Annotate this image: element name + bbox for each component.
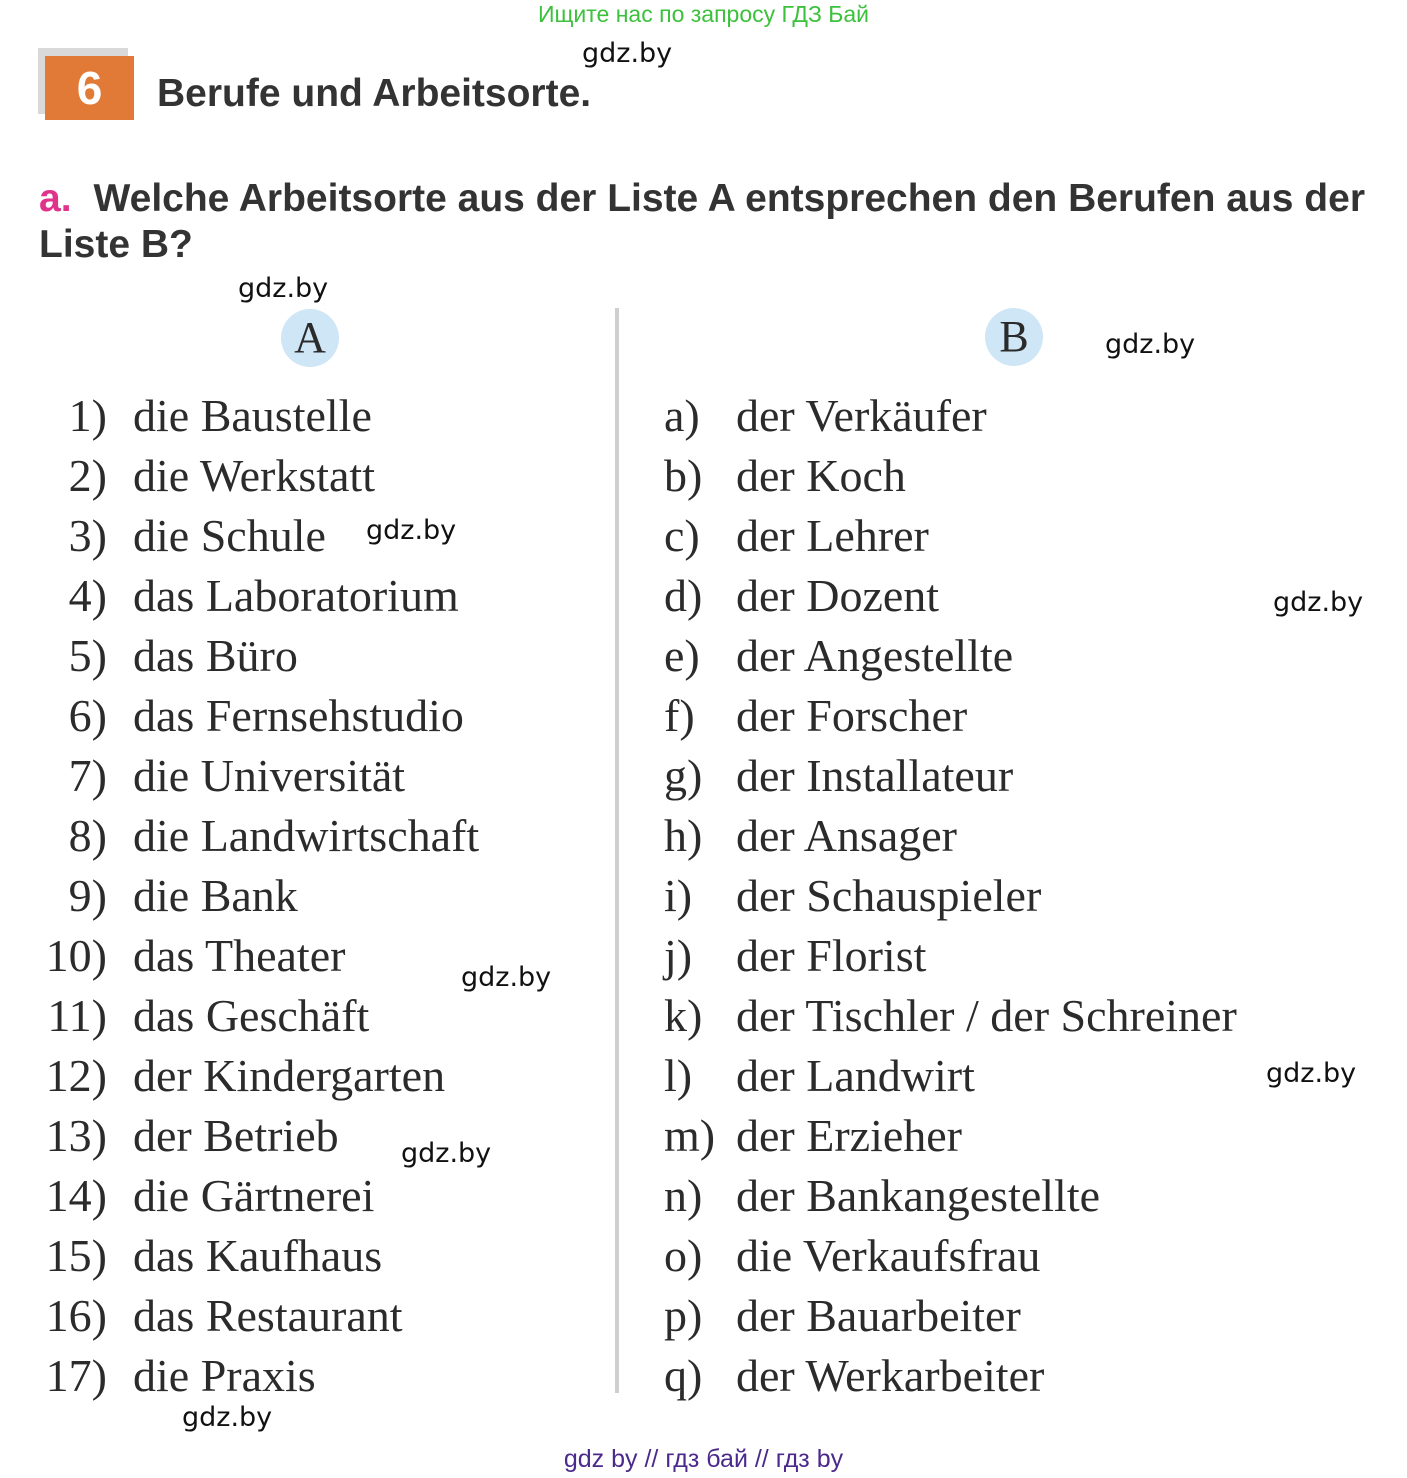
- watermark: gdz.by: [1105, 329, 1196, 360]
- list-b-item-marker: a): [664, 390, 700, 441]
- list-b-item: [664, 1166, 1384, 1226]
- list-b-item-marker: k): [664, 990, 703, 1041]
- list-a-item: [0, 1226, 600, 1286]
- task-instruction: [39, 176, 1389, 268]
- list-b-item-marker: f): [664, 690, 695, 741]
- list-b-item-text: der Werkarbeiter: [736, 1350, 1045, 1401]
- column-a-badge: A: [281, 309, 339, 367]
- list-a-item-marker: 12): [45, 1050, 107, 1101]
- list-a-item: [0, 1286, 600, 1346]
- list-a-item: [0, 506, 600, 566]
- list-a-item-marker: 8): [68, 810, 107, 861]
- list-a-item-marker: 5): [68, 630, 107, 681]
- task-text: Welche Arbeitsorte aus der Liste A entsprechen den Berufen aus der Liste B?: [39, 177, 1365, 266]
- watermark: gdz.by: [1266, 1058, 1357, 1089]
- list-b: [664, 386, 1384, 1406]
- list-a-item-text: das Kaufhaus: [133, 1230, 383, 1281]
- list-b-item-text: der Schauspieler: [736, 870, 1042, 921]
- list-b-item-marker: o): [664, 1230, 703, 1281]
- watermark: gdz.by: [1273, 587, 1364, 618]
- list-b-item: [664, 626, 1384, 686]
- list-b-item-text: der Installateur: [736, 750, 1014, 801]
- list-b-item-marker: h): [664, 810, 703, 861]
- list-a-item-text: das Laboratorium: [133, 570, 459, 621]
- list-b-item-text: der Ansager: [736, 810, 957, 861]
- list-a-item: [0, 806, 600, 866]
- list-a-item-text: der Kindergarten: [133, 1050, 446, 1101]
- list-a-item-marker: 16): [45, 1290, 107, 1341]
- list-a-item-marker: 17): [45, 1350, 107, 1401]
- watermark: gdz.by: [366, 515, 457, 546]
- list-b-item: [664, 686, 1384, 746]
- list-b-item: [664, 1286, 1384, 1346]
- watermark: gdz.by: [401, 1138, 492, 1169]
- list-a-item-marker: 10): [45, 930, 107, 981]
- list-a-item-text: der Betrieb: [133, 1110, 339, 1161]
- list-b-item: [664, 506, 1384, 566]
- list-a-item-text: die Gärtnerei: [133, 1170, 375, 1221]
- list-a-item: [0, 866, 600, 926]
- list-a-item-text: die Landwirtschaft: [133, 810, 480, 861]
- list-a-item-marker: 3): [68, 510, 107, 561]
- list-b-item: [664, 386, 1384, 446]
- list-b-item-marker: e): [664, 630, 700, 681]
- list-a-item-text: die Schule: [133, 510, 326, 561]
- list-a-item-marker: 2): [68, 450, 107, 501]
- watermark: gdz.by: [182, 1402, 273, 1433]
- list-a-item: [0, 566, 600, 626]
- list-b-item: [664, 866, 1384, 926]
- list-a-item: [0, 746, 600, 806]
- list-a-item-marker: 13): [45, 1110, 107, 1161]
- list-a-item-text: das Theater: [133, 930, 346, 981]
- list-b-item-marker: m): [664, 1110, 716, 1161]
- list-a-item-text: die Universität: [133, 750, 406, 801]
- list-b-item-marker: i): [664, 870, 693, 921]
- list-b-item-marker: p): [664, 1290, 703, 1341]
- list-b-item-marker: q): [664, 1350, 703, 1401]
- list-b-item-text: der Tischler / der Schreiner: [736, 990, 1237, 1041]
- list-a-item: [0, 1046, 600, 1106]
- list-b-item-marker: j): [664, 930, 693, 981]
- list-b-item-text: der Lehrer: [736, 510, 929, 561]
- column-divider: [615, 308, 619, 1393]
- list-a-item: [0, 1346, 600, 1406]
- list-b-item-marker: b): [664, 450, 703, 501]
- list-b-item-text: der Landwirt: [736, 1050, 975, 1101]
- list-b-item: [664, 446, 1384, 506]
- list-b-item: [664, 1106, 1384, 1166]
- watermark: gdz.by: [461, 962, 552, 993]
- list-b-item-marker: g): [664, 750, 703, 801]
- list-b-item-text: der Forscher: [736, 690, 968, 741]
- list-a-item-text: die Praxis: [133, 1350, 316, 1401]
- list-a-item: [0, 686, 600, 746]
- list-a-item: [0, 626, 600, 686]
- list-b-item: [664, 1346, 1384, 1406]
- exercise-number-badge: 6: [45, 56, 134, 120]
- list-b-item-text: der Verkäufer: [736, 390, 987, 441]
- list-a-item-marker: 6): [68, 690, 107, 741]
- list-b-item-text: der Angestellte: [736, 630, 1014, 681]
- list-b-item-text: der Dozent: [736, 570, 940, 621]
- list-a-item-marker: 15): [45, 1230, 107, 1281]
- list-b-item-text: der Florist: [736, 930, 927, 981]
- list-a-item-text: das Büro: [133, 630, 298, 681]
- list-a-item-text: die Werkstatt: [133, 450, 375, 501]
- list-a-item-marker: 1): [68, 390, 107, 441]
- footer-links: gdz by // гдз бай // гдз by: [563, 1445, 844, 1473]
- list-a-item-text: das Geschäft: [133, 990, 370, 1041]
- list-a-item-marker: 14): [45, 1170, 107, 1221]
- task-letter: a.: [39, 177, 72, 220]
- list-a-item-marker: 7): [68, 750, 107, 801]
- list-a-item: [0, 1106, 600, 1166]
- list-b-item: [664, 1226, 1384, 1286]
- list-a-item-text: das Restaurant: [133, 1290, 403, 1341]
- list-a-item-text: das Fernsehstudio: [133, 690, 464, 741]
- exercise-title: Berufe und Arbeitsorte.: [157, 72, 592, 115]
- list-b-item-marker: l): [664, 1050, 693, 1101]
- watermark: gdz.by: [582, 38, 673, 69]
- list-a-item-marker: 4): [68, 570, 107, 621]
- list-b-item-text: der Bauarbeiter: [736, 1290, 1021, 1341]
- list-a-item-marker: 11): [47, 990, 107, 1041]
- list-a-item-text: die Bank: [133, 870, 298, 921]
- list-a: [0, 386, 600, 1406]
- list-a-item-text: die Baustelle: [133, 390, 372, 441]
- list-b-item: [664, 806, 1384, 866]
- list-b-item: [664, 746, 1384, 806]
- list-a-item: [0, 986, 600, 1046]
- list-b-item-marker: c): [664, 510, 700, 561]
- list-b-item-text: der Bankangestellte: [736, 1170, 1101, 1221]
- list-a-item: [0, 1166, 600, 1226]
- column-b-badge: B: [985, 308, 1043, 366]
- list-b-item-text: der Erzieher: [736, 1110, 963, 1161]
- list-a-item-marker: 9): [68, 870, 107, 921]
- list-b-item-text: der Koch: [736, 450, 906, 501]
- list-b-item-text: die Verkaufsfrau: [736, 1230, 1041, 1281]
- list-b-item: [664, 986, 1384, 1046]
- list-b-item: [664, 926, 1384, 986]
- list-a-item: [0, 386, 600, 446]
- list-b-item-marker: d): [664, 570, 703, 621]
- watermark: gdz.by: [238, 273, 329, 304]
- list-a-item: [0, 446, 600, 506]
- list-b-item-marker: n): [664, 1170, 703, 1221]
- top-banner: Ищите нас по запросу ГДЗ Бай: [537, 1, 870, 27]
